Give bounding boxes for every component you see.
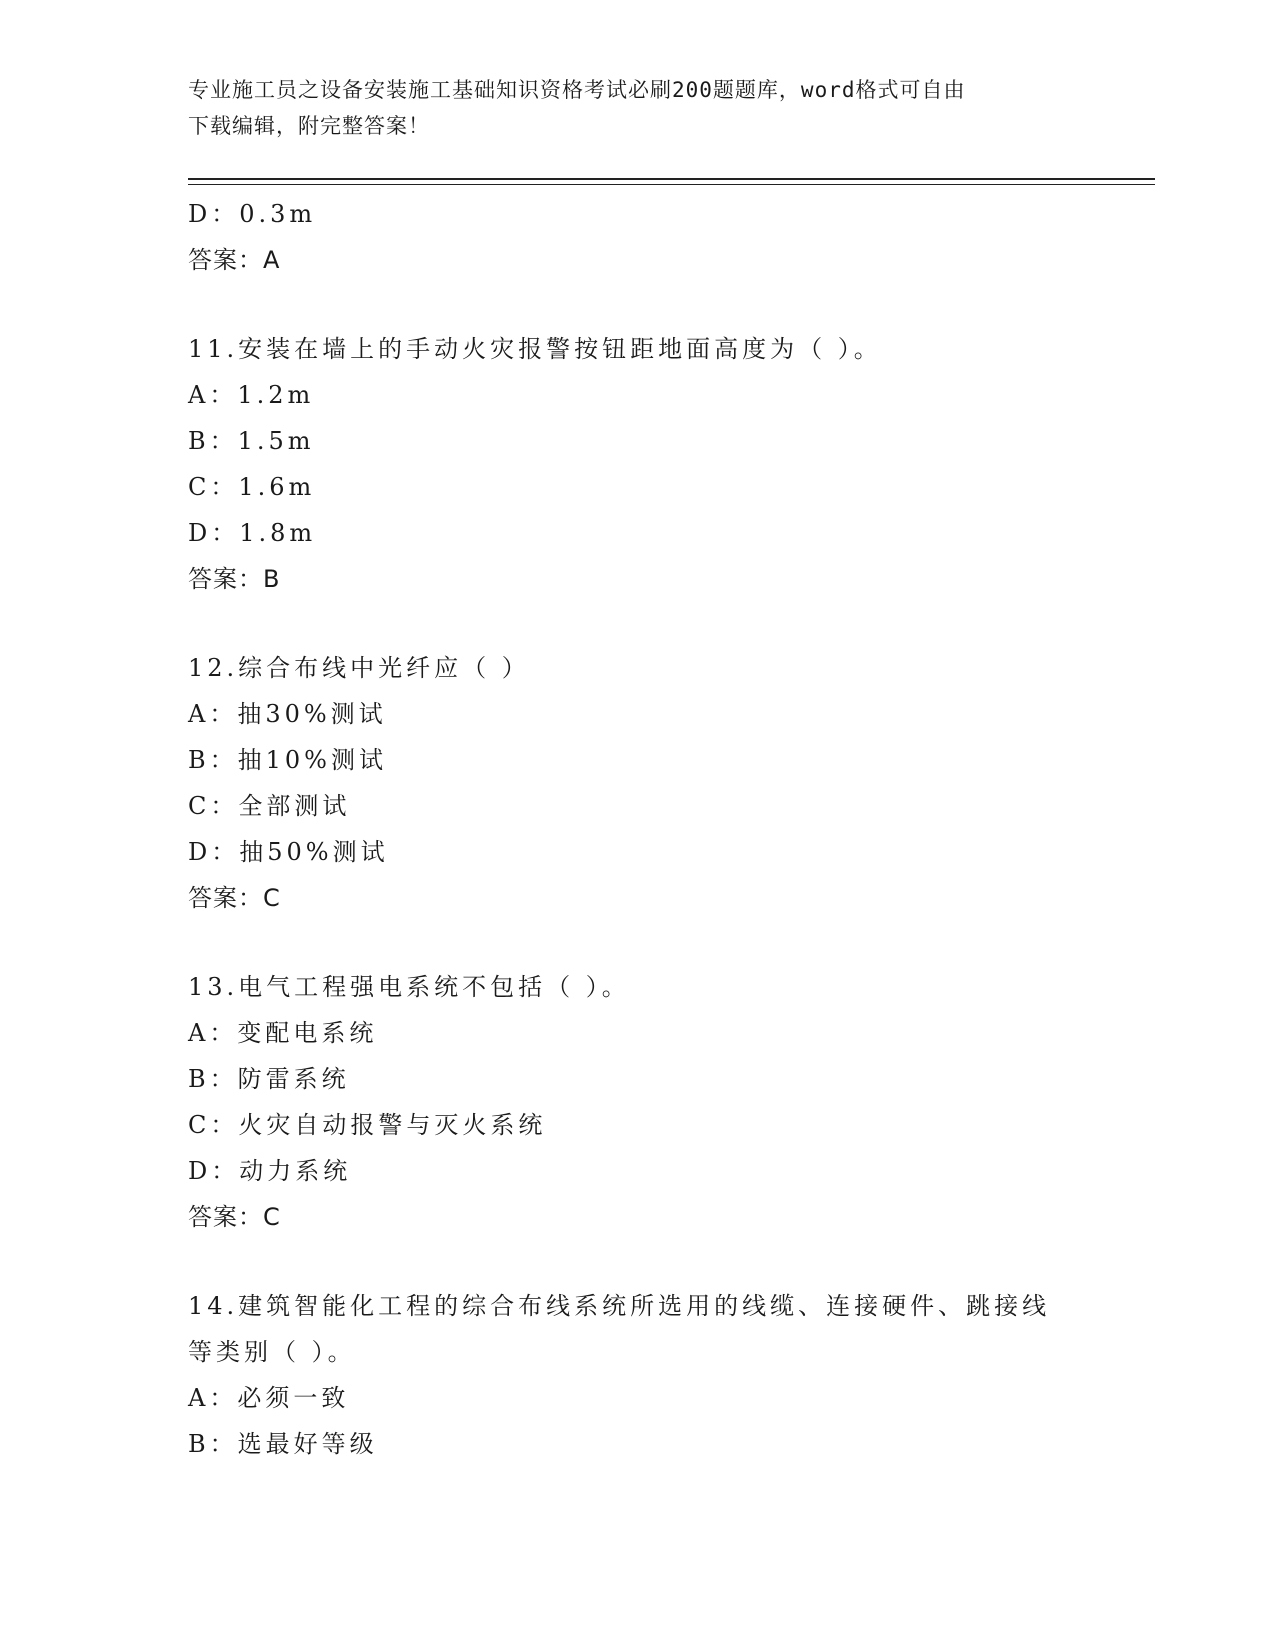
question-text: 12.综合布线中光纤应（ ） <box>188 654 530 682</box>
option-b: B：选最好等级 <box>188 1430 378 1458</box>
question-13 <box>188 964 1088 1240</box>
option-b: B：1.5m <box>188 427 315 455</box>
header-divider-thin <box>188 184 1155 185</box>
question-11 <box>188 326 1088 602</box>
answer-line: 答案：C <box>188 884 281 912</box>
option-d: D：1.8m <box>188 519 317 547</box>
option-a: A：1.2m <box>188 381 315 409</box>
question-12 <box>188 645 1088 921</box>
question-list <box>188 191 1088 1467</box>
question-text-line-1: 14.建筑智能化工程的综合布线系统所选用的线缆、连接硬件、跳接线 <box>188 1292 1051 1320</box>
question-text: 13.电气工程强电系统不包括（ ）。 <box>188 973 630 1001</box>
header-title-line-2: 下载编辑，附完整答案！ <box>188 114 430 138</box>
option-a: A：变配电系统 <box>188 1019 378 1047</box>
option-a: A：抽30%测试 <box>188 700 387 728</box>
header-divider-thick <box>188 178 1155 180</box>
option-b: B：抽10%测试 <box>188 746 387 774</box>
option-d: D：抽50%测试 <box>188 838 389 866</box>
question-10-tail <box>188 191 1088 283</box>
option-a: A：必须一致 <box>188 1384 350 1412</box>
header-title-line-1: 专业施工员之设备安装施工基础知识资格考试必刷200题题库，word格式可自由 <box>188 78 966 102</box>
question-text: 11.安装在墙上的手动火灾报警按钮距地面高度为（ ）。 <box>188 335 882 363</box>
answer-line: 答案：B <box>188 565 281 593</box>
option-c: C：1.6m <box>188 473 316 501</box>
answer-line: 答案：C <box>188 1203 281 1231</box>
option-c: C：火灾自动报警与灭火系统 <box>188 1111 547 1139</box>
option-d: D：0.3m <box>188 200 317 228</box>
document-header <box>188 72 1088 144</box>
option-d: D：动力系统 <box>188 1157 352 1185</box>
question-14 <box>188 1283 1088 1467</box>
answer-line: 答案：A <box>188 246 281 274</box>
question-text-line-2: 等类别（ ）。 <box>188 1338 356 1366</box>
option-c: C：全部测试 <box>188 792 351 820</box>
option-b: B：防雷系统 <box>188 1065 350 1093</box>
